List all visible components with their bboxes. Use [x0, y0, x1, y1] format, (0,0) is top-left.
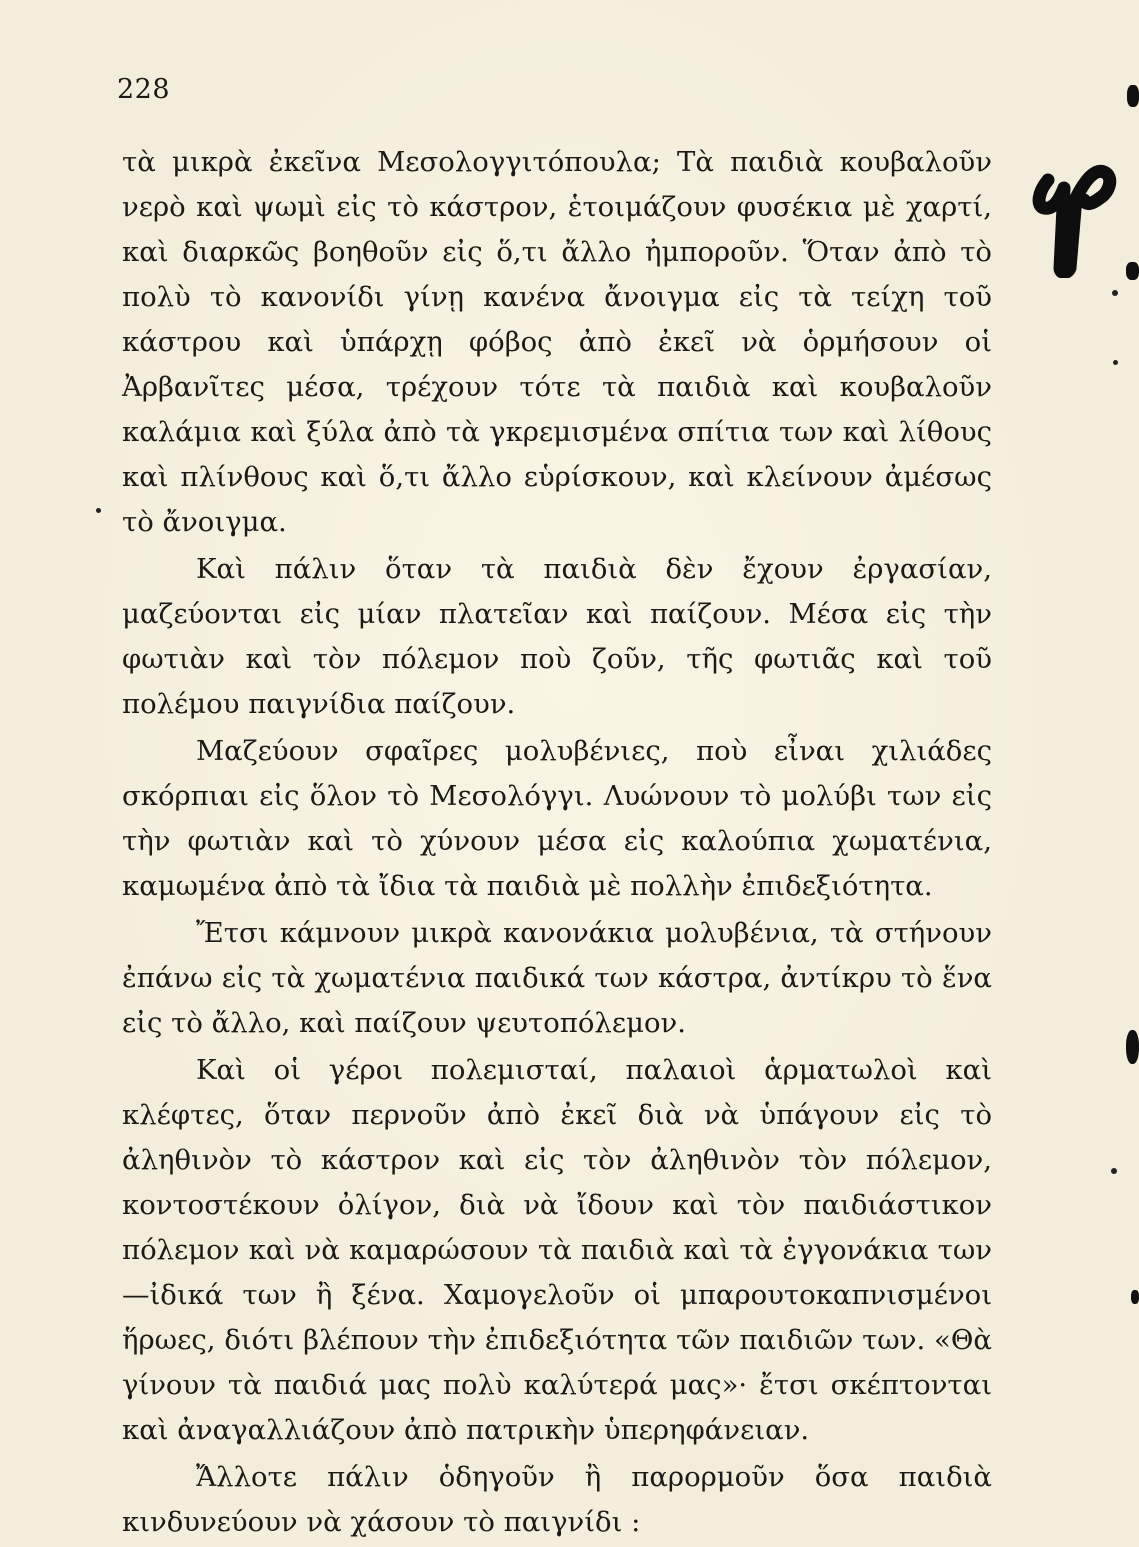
scan-edge-mark	[1127, 85, 1139, 107]
paragraph-4: Ἔτσι κάμνουν μικρὰ κανονάκια μολυβένια, τὰ στήνουν ἐπάνω εἰς τὰ χωματένια παιδικά των κάστρα, ἀντίκρυ τὸ ἕνα εἰς τὸ ἄλλο, καὶ παίζουν ψευτοπόλεμον.	[122, 917, 992, 1039]
paragraph-2: Καὶ πάλιν ὅταν τὰ παιδιὰ δὲν ἔχουν ἐργασίαν, μαζεύονται εἰς μίαν πλατεῖαν καὶ παίζουν. Μέσα εἰς τὴν φωτιὰν καὶ τὸν πόλεμον ποὺ ζοῦν, τῆς φωτιᾶς καὶ τοῦ πολέμου παιγνίδια παίζουν.	[122, 553, 992, 720]
body-text	[122, 140, 992, 1547]
page-number: 228	[117, 74, 171, 105]
ink-speck	[1112, 290, 1118, 296]
scan-edge-mark	[1126, 262, 1139, 280]
paragraph-3: Μαζεύουν σφαῖρες μολυβένιες, ποὺ εἶναι χιλιάδες σκόρπιαι εἰς ὅλον τὸ Μεσολόγγι. Λυώνουν τὸ μολύβι των εἰς τὴν φωτιὰν καὶ τὸ χύνουν μέσα εἰς καλούπια χωματένια, καμωμένα ἀπὸ τὰ ἴδια τὰ παιδιὰ μὲ πολλὴν ἐπιδεξιότητα.	[122, 735, 992, 902]
ink-speck	[1111, 1168, 1117, 1174]
ink-speck	[1113, 360, 1118, 365]
ink-speck	[96, 508, 101, 513]
scan-edge-mark	[1126, 1030, 1139, 1064]
scan-edge-mark	[1131, 1290, 1139, 1304]
paragraph-5: Καὶ οἱ γέροι πολεμισταί, παλαιοὶ ἁρματωλοὶ καὶ κλέφτες, ὅταν περνοῦν ἀπὸ ἐκεῖ διὰ νὰ ὑπάγουν εἰς τὸ ἀληθινὸν τὸ κάστρον καὶ εἰς τὸν ἀληθινὸν τὸν πόλεμον, κοντοστέκουν ὀλίγον, διὰ νὰ ἴδουν καὶ τὸν παιδιάστικον πόλεμον καὶ νὰ καμαρώσουν τὰ παιδιὰ καὶ τὰ ἐγγονάκια των —ἰδικά των ἢ ξένα. Χαμογελοῦν οἱ μπαρουτοκαπνισμένοι ἥρωες, διότι βλέπουν τὴν ἐπιδεξιότητα τῶν παιδιῶν των. «Θὰ γίνουν τὰ παιδιά μας πολὺ καλύτερά μας»· ἔτσι σκέπτονται καὶ ἀναγαλλιάζουν ἀπὸ πατρικὴν ὑπερηφάνειαν.	[122, 1054, 992, 1446]
paragraph-6: Ἄλλοτε πάλιν ὁδηγοῦν ἢ παρορμοῦν ὅσα παιδιὰ κινδυνεύουν νὰ χάσουν τὸ παιγνίδι :	[122, 1461, 992, 1538]
handwritten-margin-mark	[1030, 158, 1120, 278]
paragraph-1: τὰ μικρὰ ἐκεῖνα Μεσολογγιτόπουλα; Τὰ παιδιὰ κουβαλοῦν νερὸ καὶ ψωμὶ εἰς τὸ κάστρον, ἑτοιμάζουν φυσέκια μὲ χαρτί, καὶ διαρκῶς βοηθοῦν εἰς ὅ,τι ἄλλο ἠμποροῦν. Ὅταν ἀπὸ τὸ πολὺ τὸ κανονίδι γίνῃ κανένα ἄνοιγμα εἰς τὰ τείχη τοῦ κάστρου καὶ ὑπάρχῃ φόβος ἀπὸ ἐκεῖ νὰ ὁρμήσουν οἱ Ἀρβανῖτες μέσα, τρέχουν τότε τὰ παιδιὰ καὶ κουβαλοῦν καλάμια καὶ ξύλα ἀπὸ τὰ γκρεμισμένα σπίτια των καὶ λίθους καὶ πλίνθους καὶ ὅ,τι ἄλλο εὑρίσκουν, καὶ κλείνουν ἀμέσως τὸ ἄνοιγμα.	[122, 146, 992, 538]
